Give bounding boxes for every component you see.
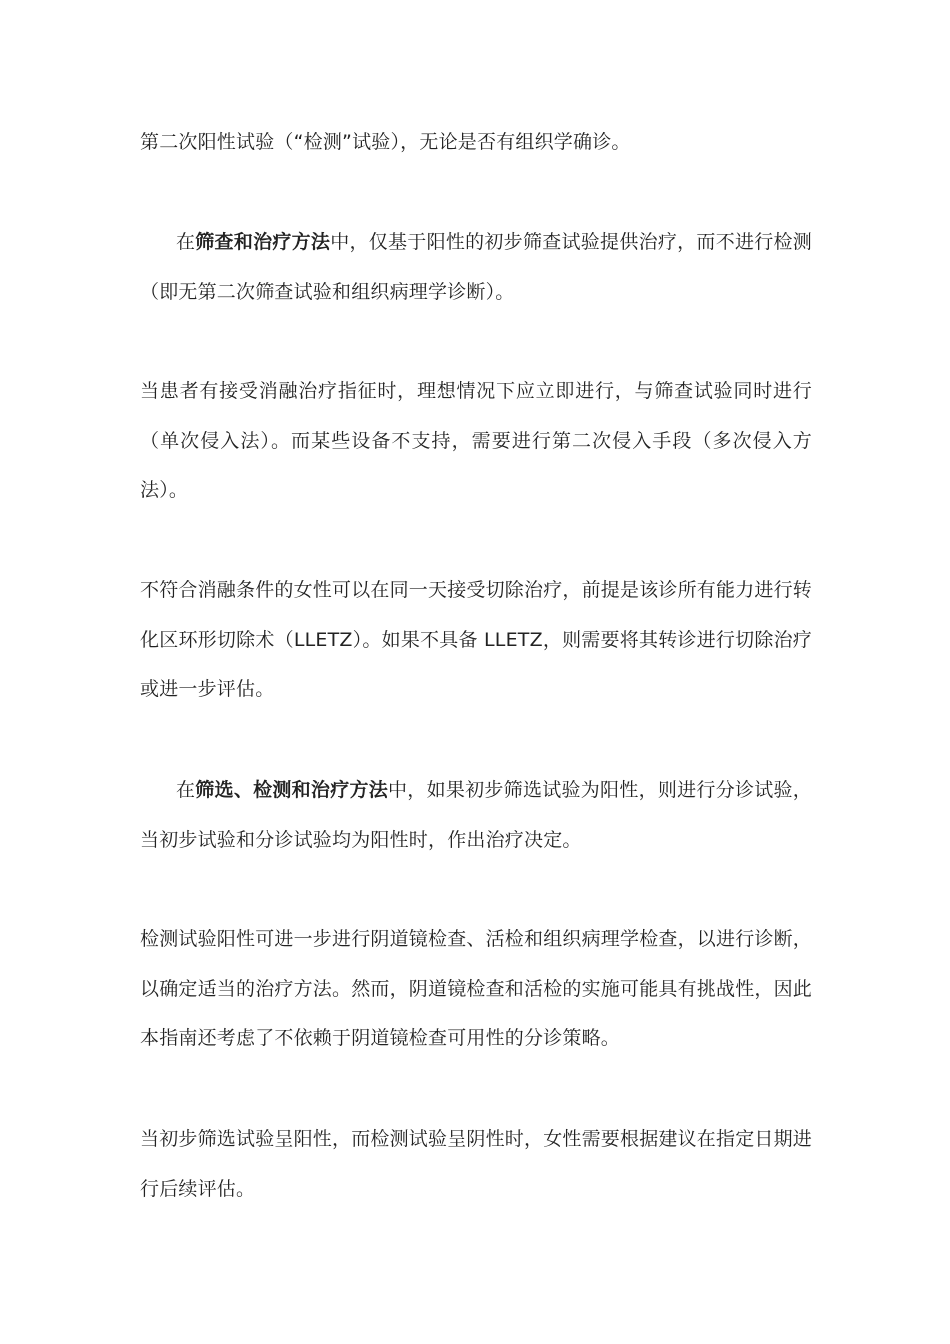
- paragraph-text: 当患者有接受消融治疗指征时，理想情况下应立即进行，与筛查试验同时进行（单次侵入法）。而某些设备不支持，需要进行第二次侵入手段（多次侵入方法）。: [140, 380, 812, 501]
- paragraph-text: 第二次阳性试验（“检测”试验），无论是否有组织学确诊。: [140, 131, 631, 153]
- paragraph-ablation: [140, 367, 812, 516]
- bold-term-screen-and-treat: 筛查和治疗方法: [195, 231, 331, 253]
- paragraph-colposcopy: [140, 915, 812, 1064]
- paragraph-text-lead: 在: [176, 779, 196, 801]
- paragraph-detection-test: [140, 118, 812, 168]
- paragraph-text-lead: 在: [176, 231, 196, 253]
- paragraph-text-rest: 中，如果初步筛选试验为阳性，则进行分诊试验，当初步试验和分诊试验均为阳性时，作出治疗决定。: [140, 779, 812, 851]
- paragraph-screen-and-treat: [140, 218, 812, 317]
- paragraph-follow-up: [140, 1115, 812, 1214]
- bold-term-screen-triage-treat: 筛选、检测和治疗方法: [195, 779, 389, 801]
- paragraph-text: 当初步筛选试验呈阳性，而检测试验呈阴性时，女性需要根据建议在指定日期进行后续评估。: [140, 1128, 813, 1200]
- paragraph-text: 检测试验阳性可进一步进行阴道镜检查、活检和组织病理学检查，以进行诊断，以确定适当的治疗方法。然而，阴道镜检查和活检的实施可能具有挑战性，因此本指南还考虑了不依赖于阴道镜检查可用性的分诊策略。: [140, 928, 813, 1049]
- paragraph-text: 不符合消融条件的女性可以在同一天接受切除治疗，前提是该诊所有能力进行转化区环形切除术（LLETZ）。如果不具备 LLETZ，则需要将其转诊进行切除治疗或进一步评估。: [140, 579, 813, 700]
- paragraph-excision-lletz: [140, 566, 812, 715]
- paragraph-text-rest: 中，仅基于阳性的初步筛查试验提供治疗，而不进行检测（即无第二次筛查试验和组织病理学诊断）。: [140, 231, 812, 303]
- paragraph-screen-triage-treat: [140, 766, 812, 865]
